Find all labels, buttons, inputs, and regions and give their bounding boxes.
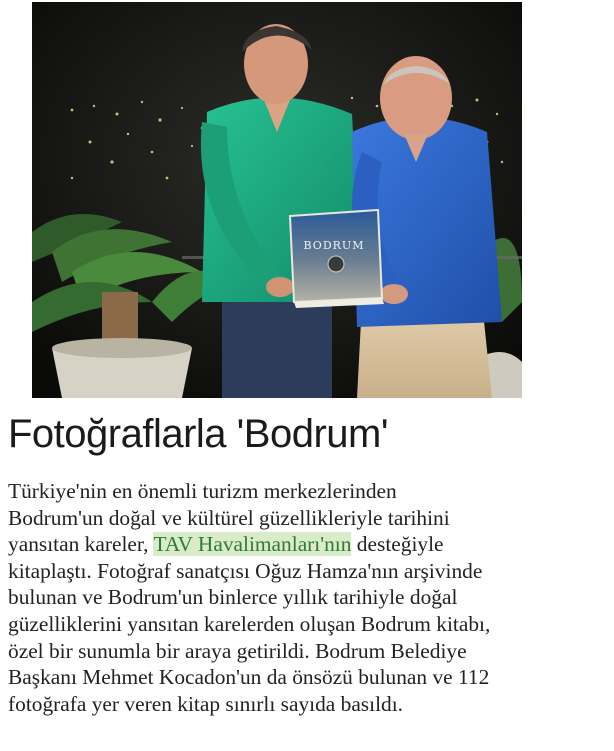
article-text: Bodrum'un doğal ve kültürel güzellikleriyle tarihini	[8, 505, 450, 530]
article-text: Başkanı Mehmet Kocadon'un da önsözü bulunan ve 112	[8, 665, 490, 690]
article-text: fotoğrafa yer veren kitap sınırlı sayıda basıldı.	[8, 691, 404, 716]
article-body	[8, 478, 612, 717]
photo-illustration	[32, 2, 522, 398]
article-line	[8, 584, 612, 611]
news-photo	[32, 2, 522, 398]
article-text: kitaplaştı. Fotoğraf sanatçısı Oğuz Hamza'nın arşivinde	[8, 558, 483, 583]
article-line	[8, 531, 612, 558]
highlighted-company-name: TAV Havalimanları'nın	[153, 532, 352, 557]
article-text: bulunan ve Bodrum'un binlerce yıllık tarihiyle doğal	[8, 585, 458, 610]
article-line	[8, 664, 612, 691]
article-text: özel bir sunumla bir araya getirildi. Bodrum Belediye	[8, 638, 467, 663]
article-line	[8, 478, 612, 505]
article-text: yansıtan kareler,	[8, 532, 154, 557]
book-title: BODRUM	[303, 239, 365, 252]
headline: Fotoğraflarla 'Bodrum'	[8, 412, 388, 456]
article-line	[8, 505, 612, 532]
article-line	[8, 558, 612, 585]
article-line	[8, 638, 612, 665]
bodrum-book	[290, 210, 384, 308]
article-line	[8, 611, 612, 638]
article-line	[8, 691, 612, 718]
article-text: desteğiyle	[351, 532, 444, 557]
article-text: güzelliklerini yansıtan karelerden oluşan Bodrum kitabı,	[8, 611, 491, 636]
article-text: Türkiye'nin en önemli turizm merkezlerinden	[8, 479, 397, 503]
